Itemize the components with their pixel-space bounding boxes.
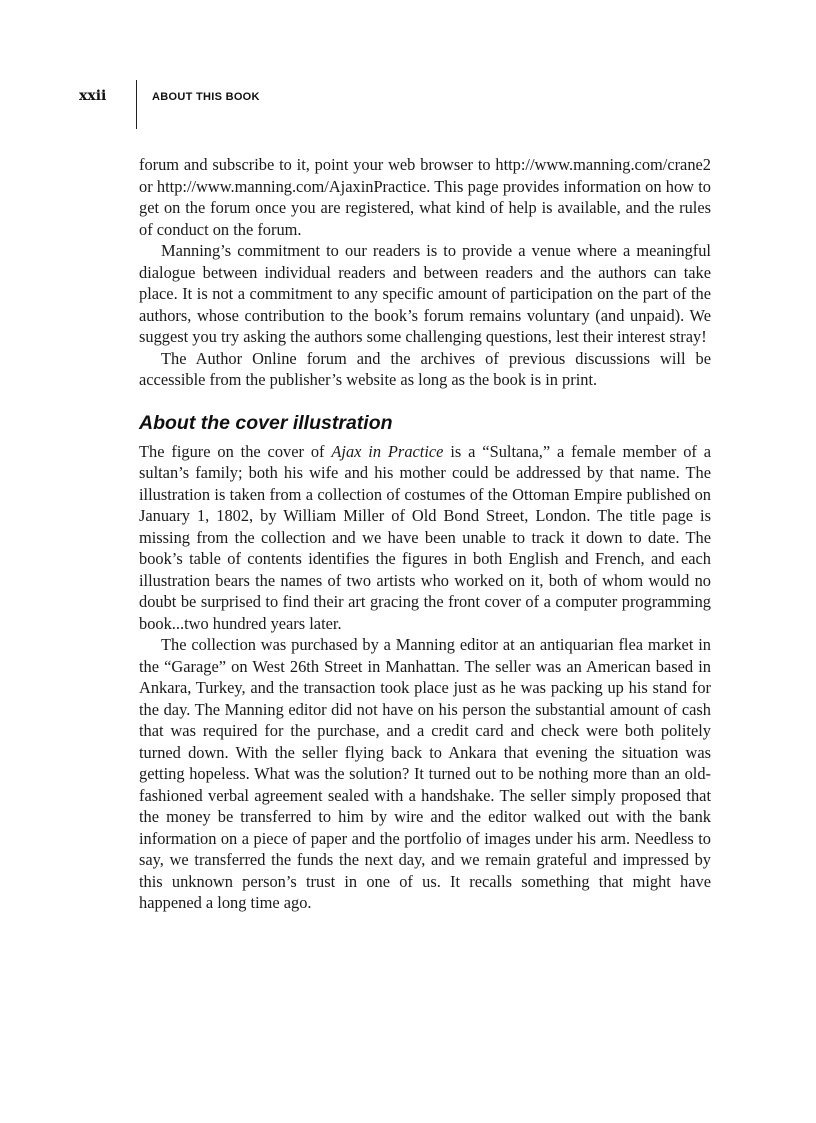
- running-head: ABOUT THIS BOOK: [152, 91, 260, 103]
- cover-paragraph-1-start: The figure on the cover of: [139, 441, 332, 461]
- body-text: [139, 154, 711, 914]
- page-header: [0, 0, 816, 140]
- section-heading-cover: About the cover illustration: [139, 411, 393, 434]
- header-divider: [136, 80, 137, 129]
- cover-paragraph-2: The collection was purchased by a Manning editor at an antiquarian flea market in the “Garage” on West 26th Street in Manhattan. The seller was an American based in Ankara, Turkey, and the transaction took place just as he was packing up his stand for the day. The Manning editor did not have on his person the substantial amount of cash that was required for the purchase, and a credit card and check were both politely turned down. With the seller flying back to Ankara that evening the situation was getting hopeless. What was the solution? It turned out to be nothing more than an old-fashioned verbal agreement sealed with a handshake. The seller simply proposed that the money be transferred to him by wire and the editor walked out with the bank information on a piece of paper and the portfolio of images under his arm. Needless to say, we transferred the funds the next day, and we remain grateful and impressed by this unknown person’s trust in one of us. It recalls something that might have happened a long time ago.: [139, 635, 711, 912]
- page-number: xxii: [79, 88, 107, 104]
- forum-paragraph-1: forum and subscribe to it, point your web browser to http://www.manning.com/crane2 or http://www.manning.com/AjaxinPractice. This page provides information on how to get on the forum once you are registered, what kind of help is available, and the rules of conduct on the forum.: [139, 155, 711, 239]
- book-title: Ajax in Practice: [331, 441, 444, 461]
- forum-paragraph-3: The Author Online forum and the archives of previous discussions will be accessible from the publisher’s website as long as the book is in print.: [139, 348, 711, 389]
- forum-paragraph-2: Manning’s commitment to our readers is to provide a venue where a meaningful dialogue between individual readers and between readers and the authors can take place. It is not a commitment to any specific amount of participation on the part of the authors, whose contribution to the book’s forum remains voluntary (and unpaid). We suggest you try asking the authors some challenging questions, lest their interest stray!: [139, 241, 711, 346]
- cover-paragraph-1-rest: is a “Sultana,” a female member of a sultan’s family; both his wife and his mother could be addressed by that name. The illustration is taken from a collection of costumes of the Ottoman Empire published on January 1, 1802, by William Miller of Old Bond Street, London. The title page is missing from the collection and we have been unable to track it down to date. The book’s table of contents identifies the figures in both English and French, and each illustration bears the names of two artists who worked on it, both of whom would no doubt be surprised to find their art gracing the front cover of a computer programming book...two hundred years later.: [139, 441, 712, 633]
- cover-paragraph-1: [139, 441, 711, 635]
